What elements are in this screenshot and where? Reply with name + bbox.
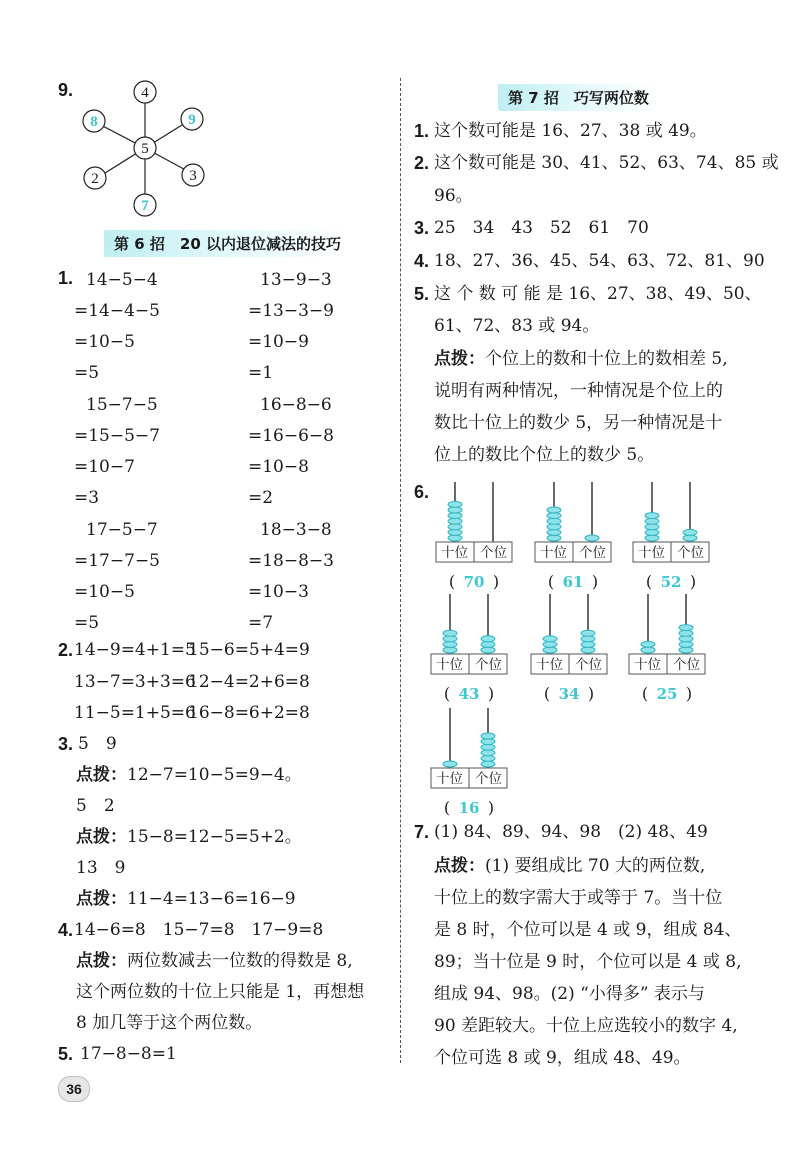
tip-line [76,827,302,847]
abacus-bead [679,641,693,647]
tip-text: 两位数减去一位数的得数是 8, [127,951,353,971]
abacus-bead [585,535,599,541]
question-number: 2. [58,640,74,660]
paren: ( [448,572,456,591]
tens-label: 十位 [540,545,567,561]
abacus-bead [641,647,655,653]
abacus-bead [481,761,495,767]
tip-text: 位上的数比个位上的数少 5。 [434,445,655,465]
equation: 15−6=5+4=9 [188,640,310,660]
abacus-bead [481,733,495,739]
tip-line [76,765,302,785]
equation-step: =1 [248,363,274,383]
answer: 14−6=8 15−7=8 17−9=8 [74,920,324,940]
tip-label: 点拨： [434,349,485,369]
equation-step: 16−8−6 [260,395,332,415]
abacus-bead [645,513,659,519]
abacus-bead [547,535,561,541]
answer: 这个数可能是 30、41、52、63、74、85 或 [434,153,779,173]
equation-step: =3 [74,488,100,508]
equation-step: 15−7−5 [86,395,158,415]
abacus-value: 61 [562,573,584,591]
equation-step: =14−4−5 [74,301,160,321]
equation-step: 14−5−4 [86,270,158,290]
tip-text: 这个两位数的十位上只能是 1，再想想 [76,982,365,1002]
abacus-bead [683,535,697,541]
question-number: 4. [414,251,430,271]
abacus-bead [641,641,655,647]
abacus-bead [481,750,495,756]
answer: 5 2 [76,796,115,816]
paren: ) [591,572,599,591]
center-value: 5 [141,141,149,157]
question-number: 6. [414,482,430,502]
abacus-bead [443,630,457,636]
node-value: 4 [141,85,149,101]
abacus-bead [645,524,659,530]
abacus-value: 43 [458,685,480,703]
tens-label: 十位 [436,657,463,673]
equation-step: =10−5 [74,332,135,352]
number-star-diagram [70,74,220,224]
tip-label: 点拨： [76,889,127,909]
abacus-bead [481,755,495,761]
abacus-bead [645,535,659,541]
section-title: 第 6 招 20 以内退位减法的技巧 [104,230,351,257]
tip-text: 组成 94、98。(2) “小得多” 表示与 [434,984,705,1004]
tip-line [76,951,353,971]
abacus-bead [543,647,557,653]
equation-step: =2 [248,488,274,508]
abacus-bead [547,529,561,535]
node-value: 2 [91,171,99,187]
node-value: 7 [141,198,149,214]
abacus-bead [443,636,457,642]
equation-step: =5 [74,613,100,633]
paren: ) [587,684,595,703]
abacus-bead [443,761,457,767]
tip-label: 点拨： [76,951,127,971]
equation-step: =15−5−7 [74,426,160,446]
tip-text: 90 差距较大。十位上应选较小的数字 4, [434,1016,738,1036]
ones-label: 个位 [480,545,507,561]
tens-label: 十位 [441,545,468,561]
node-value: 3 [189,168,197,184]
equation-step: =10−8 [248,457,309,477]
paren: ( [547,572,555,591]
question-number: 4. [58,920,74,940]
paren: ( [443,798,451,817]
abacus-bead [448,524,462,530]
paren: ( [543,684,551,703]
equation-step: =7 [248,613,274,633]
abacus-bead [581,630,595,636]
abacus-bead [448,535,462,541]
tip-text: 是 8 时，个位可以是 4 或 9，组成 84、 [434,920,742,940]
abacus-bead [679,625,693,631]
column-divider [400,78,401,1063]
abacus-bead [581,641,595,647]
paren: ) [685,684,693,703]
tip-label: 点拨： [434,856,485,876]
paren: ) [487,684,495,703]
abacus-bead [679,630,693,636]
equation-step: =10−3 [248,582,309,602]
paren: ) [487,798,495,817]
tip-text: 8 加几等于这个两位数。 [76,1013,263,1033]
tip-text: 十位上的数字需大于或等于 7。当十位 [434,888,723,908]
abacus-bead [645,518,659,524]
tip-text: 11−4=13−6=16−9 [127,889,296,909]
ones-label: 个位 [575,657,602,673]
abacus [534,480,612,600]
tip-text: 个位上的数和十位上的数相差 5, [485,349,728,369]
equation-step: =5 [74,363,100,383]
abacus [435,480,513,600]
abacus-value: 70 [463,573,485,591]
node-value: 8 [90,114,98,130]
abacus-bead [581,647,595,653]
abacus-value: 16 [458,799,480,817]
answer: 13 9 [76,858,126,878]
abacus-bead [481,641,495,647]
answer: (1) 84、89、94、98 (2) 48、49 [434,822,708,842]
abacus-bead [645,529,659,535]
equation-step: =17−7−5 [74,551,160,571]
answer: 18、27、36、45、54、63、72、81、90 [434,251,765,271]
abacus-bead [581,636,595,642]
tip-text: 说明有两种情况，一种情况是个位上的 [434,381,723,401]
abacus-bead [683,529,697,535]
tip-label: 点拨： [76,765,127,785]
abacus [530,592,608,712]
tip-text: 15−8=12−5=5+2。 [127,827,302,847]
tip-line [76,889,296,909]
abacus-bead [547,524,561,530]
answer: 61、72、83 或 94。 [434,316,600,336]
abacus-value: 52 [660,573,682,591]
tip-text: 数比十位上的数少 5，另一种情况是十 [434,413,723,433]
abacus [430,592,508,712]
question-number: 5. [58,1044,74,1064]
abacus [430,706,508,826]
abacus [628,592,706,712]
tip-line [434,349,728,369]
tip-text: (1) 要组成比 70 大的两位数, [485,856,706,876]
tens-label: 十位 [634,657,661,673]
equation-step: =13−3−9 [248,301,334,321]
paren: ( [645,572,653,591]
page-number: 36 [58,1076,90,1102]
abacus-bead [547,507,561,513]
paren: ) [689,572,697,591]
abacus-bead [448,529,462,535]
equation: 12−4=2+6=8 [188,672,310,692]
answer: 96。 [434,186,473,206]
question-number: 9. [58,80,74,100]
abacus-bead [448,518,462,524]
ones-label: 个位 [677,545,704,561]
abacus-bead [543,641,557,647]
abacus-bead [443,647,457,653]
equation: 11−5=1+5=6 [74,703,196,723]
question-number: 5. [414,284,430,304]
section-title: 第 7 招 巧写两位数 [498,84,659,111]
equation: 13−7=3+3=6 [74,672,196,692]
answer: 5 9 [78,734,117,754]
question-number: 7. [414,822,430,842]
equation: 16−8=6+2=8 [188,703,310,723]
abacus-bead [481,744,495,750]
equation-step: =10−9 [248,332,309,352]
tens-label: 十位 [536,657,563,673]
abacus-value: 25 [656,685,678,703]
abacus-bead [679,636,693,642]
tip-line [434,856,705,876]
equation-step: =10−5 [74,582,135,602]
answer: 25 34 43 52 61 70 [434,218,649,238]
question-number: 1. [58,268,74,288]
abacus-bead [543,636,557,642]
abacus-bead [481,636,495,642]
node-value: 9 [188,112,196,128]
abacus-bead [443,641,457,647]
tip-text: 个位可选 8 或 9，组成 48、49。 [434,1048,691,1068]
equation-step: =10−7 [74,457,135,477]
tip-text: 12−7=10−5=9−4。 [127,765,302,785]
equation: 14−9=4+1=5 [74,640,196,660]
abacus [632,480,710,600]
question-number: 3. [58,734,74,754]
equation-step: =18−8−3 [248,551,334,571]
answer: 这个数可能是 16、27、38 或 49。 [434,121,707,141]
answer: 17−8−8=1 [80,1044,177,1064]
tens-label: 十位 [436,771,463,787]
ones-label: 个位 [475,771,502,787]
tens-label: 十位 [638,545,665,561]
equation-step: 13−9−3 [260,270,332,290]
answer: 这 个 数 可 能 是 16、27、38、49、50、 [434,284,762,304]
equation-step: 18−3−8 [260,520,332,540]
equation-step: 17−5−7 [86,520,158,540]
ones-label: 个位 [673,657,700,673]
abacus-bead [448,501,462,507]
question-number: 3. [414,218,430,238]
paren: ( [641,684,649,703]
paren: ( [443,684,451,703]
abacus-bead [679,647,693,653]
abacus-bead [547,518,561,524]
abacus-bead [481,647,495,653]
tip-label: 点拨： [76,827,127,847]
ones-label: 个位 [475,657,502,673]
equation-step: =16−6−8 [248,426,334,446]
question-number: 2. [414,153,430,173]
tip-text: 89；当十位是 9 时，个位可以是 4 或 8, [434,952,742,972]
abacus-value: 34 [558,685,580,703]
ones-label: 个位 [579,545,606,561]
question-number: 1. [414,121,430,141]
paren: ) [492,572,500,591]
